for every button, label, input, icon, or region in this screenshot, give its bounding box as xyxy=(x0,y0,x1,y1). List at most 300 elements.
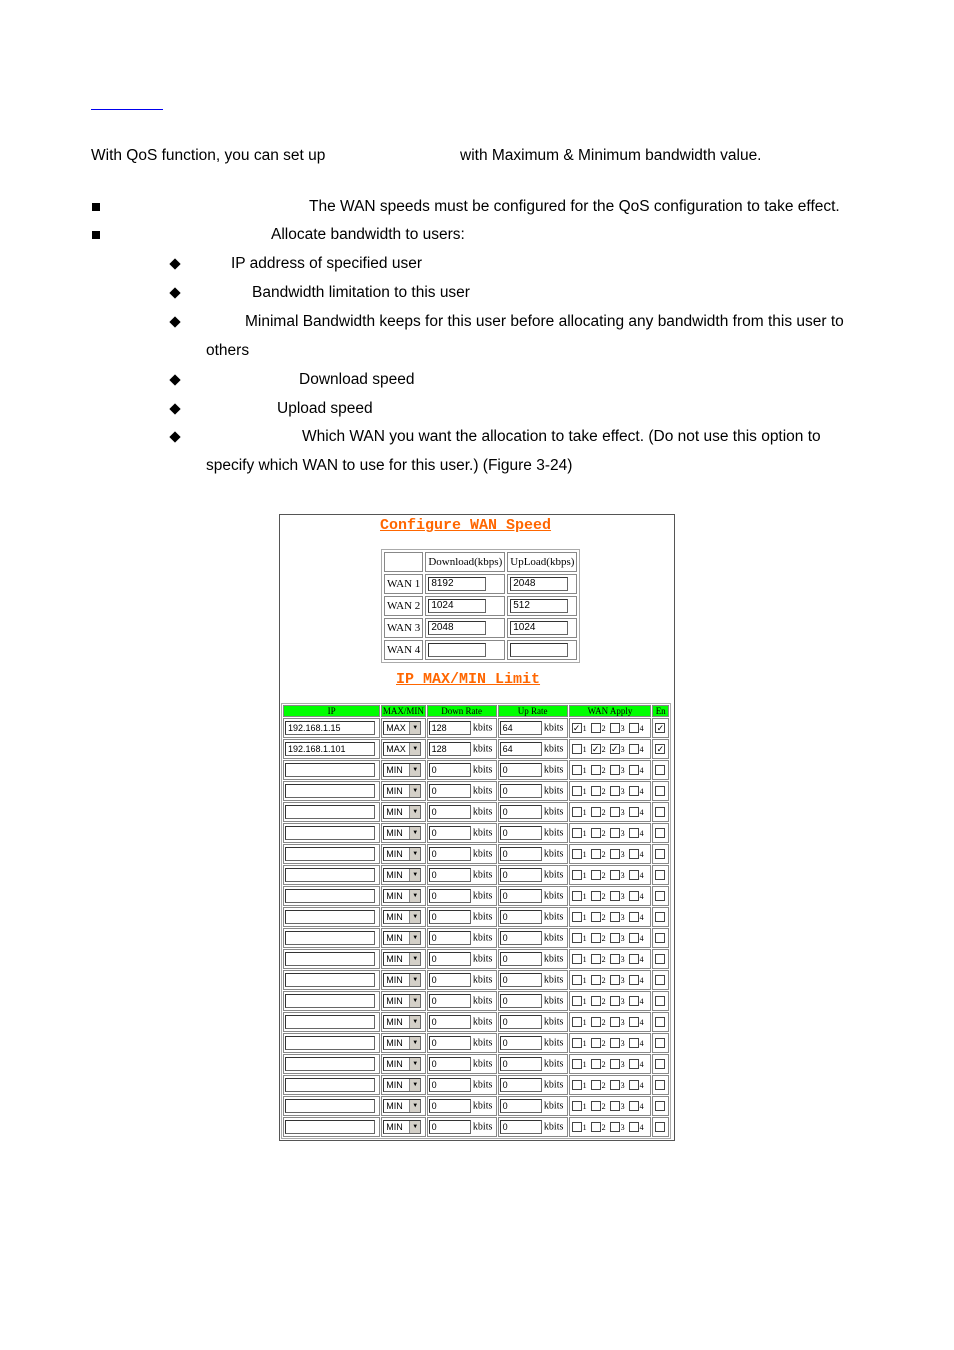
ip-cell xyxy=(283,1054,380,1074)
down-rate-cell xyxy=(427,1033,497,1053)
mode-select[interactable] xyxy=(383,1036,421,1050)
enable-checkbox[interactable]: ✓ xyxy=(656,723,665,734)
wan-apply-checkbox[interactable] xyxy=(591,1122,601,1132)
wan-apply-number: 4 xyxy=(639,1017,644,1027)
up-unit: kbits xyxy=(543,722,564,734)
wan-apply-checkbox[interactable] xyxy=(591,975,601,985)
wan-upload-input[interactable]: 2048 xyxy=(510,577,568,591)
chevron-down-icon: ▼ xyxy=(409,827,420,839)
wan-apply-number: 4 xyxy=(639,723,644,733)
wan-apply-checkbox[interactable] xyxy=(629,1122,639,1132)
wan-apply-checkbox[interactable] xyxy=(610,828,620,838)
wan-apply-checkbox[interactable]: ✓ xyxy=(572,723,581,734)
sub-min: Minimal Bandwidth keeps for this user before allocating any bandwidth from this user to xyxy=(245,313,844,330)
down-rate-input[interactable]: 0 xyxy=(429,931,471,945)
wan-apply-checkbox[interactable] xyxy=(610,723,620,733)
wan-apply-checkbox[interactable] xyxy=(572,1059,582,1069)
up-rate-input[interactable]: 0 xyxy=(500,910,542,924)
ip-input[interactable]: 192.168.1.15 xyxy=(285,721,375,735)
wan-apply-cell xyxy=(569,802,652,822)
ip-input[interactable] xyxy=(285,805,375,819)
wan-apply-checkbox[interactable] xyxy=(572,1080,582,1090)
wan-apply-checkbox[interactable] xyxy=(629,1059,639,1069)
ip-cell xyxy=(283,781,380,801)
wan-apply-checkbox[interactable] xyxy=(591,1059,601,1069)
ip-input[interactable] xyxy=(285,763,375,777)
enable-cell xyxy=(652,739,669,759)
wan-apply-checkbox[interactable] xyxy=(591,828,601,838)
mode-select[interactable] xyxy=(383,889,421,903)
down-rate-input[interactable]: 128 xyxy=(429,742,471,756)
mode-select[interactable] xyxy=(383,1099,421,1113)
wan-apply-checkbox[interactable] xyxy=(610,849,620,859)
wan-apply-checkbox[interactable] xyxy=(629,1038,639,1048)
wan-download-input[interactable]: 2048 xyxy=(428,621,486,635)
up-rate-input[interactable]: 0 xyxy=(500,784,542,798)
wan-apply-checkbox[interactable] xyxy=(629,849,639,859)
wan-apply-number: 1 xyxy=(582,870,587,880)
wan-apply-number: 3 xyxy=(620,828,625,838)
enable-cell xyxy=(652,718,669,738)
wan-apply-number: 2 xyxy=(601,828,606,838)
up-unit: kbits xyxy=(543,1121,564,1133)
wan-apply-checkbox[interactable] xyxy=(591,1080,601,1090)
ip-limit-row xyxy=(283,928,669,948)
wan-apply-checkbox[interactable] xyxy=(591,891,601,901)
mode-select[interactable] xyxy=(383,910,421,924)
wan-apply-number: 2 xyxy=(601,849,606,859)
wan-apply-number: 2 xyxy=(601,912,606,922)
enable-checkbox[interactable] xyxy=(655,786,665,796)
enable-cell xyxy=(652,886,669,906)
wan-apply-number: 2 xyxy=(601,975,606,985)
up-rate-input[interactable]: 0 xyxy=(500,805,542,819)
wan-apply-checkbox[interactable] xyxy=(610,891,620,901)
wan-apply-checkbox[interactable] xyxy=(629,870,639,880)
wan-apply-checkbox[interactable] xyxy=(591,786,601,796)
wan-apply-checkbox[interactable] xyxy=(572,786,582,796)
up-rate-input[interactable]: 0 xyxy=(500,826,542,840)
wan-apply-number: 3 xyxy=(620,954,625,964)
wan-apply-checkbox[interactable] xyxy=(591,1101,601,1111)
ip-input[interactable] xyxy=(285,1057,375,1071)
ip-input[interactable] xyxy=(285,1015,375,1029)
mode-cell xyxy=(381,802,425,822)
wan-apply-checkbox[interactable] xyxy=(610,975,620,985)
up-unit: kbits xyxy=(543,806,564,818)
up-rate-cell xyxy=(498,739,568,759)
wan-apply-checkbox[interactable] xyxy=(610,765,620,775)
wan-apply-checkbox[interactable] xyxy=(629,975,639,985)
wan-apply-number: 2 xyxy=(601,933,606,943)
mode-select[interactable] xyxy=(383,847,421,861)
wan-upload-input[interactable]: 512 xyxy=(510,599,568,613)
up-rate-input[interactable]: 0 xyxy=(500,889,542,903)
up-rate-input[interactable]: 0 xyxy=(500,847,542,861)
down-rate-input[interactable]: 0 xyxy=(429,826,471,840)
enable-header: En xyxy=(652,705,669,717)
wan-download-input[interactable]: 1024 xyxy=(428,599,486,613)
down-rate-input[interactable]: 0 xyxy=(429,805,471,819)
ip-limit-title: IP MAX/MIN Limit xyxy=(396,671,541,688)
wan-apply-checkbox[interactable] xyxy=(629,954,639,964)
wan-apply-checkbox[interactable] xyxy=(610,1122,620,1132)
up-rate-input[interactable]: 64 xyxy=(500,721,542,735)
mode-select[interactable] xyxy=(383,1057,421,1071)
chevron-down-icon: ▼ xyxy=(409,764,420,776)
mode-select[interactable] xyxy=(383,1120,421,1134)
down-rate-input[interactable]: 0 xyxy=(429,1078,471,1092)
wan-apply-checkbox[interactable] xyxy=(610,1017,620,1027)
up-unit: kbits xyxy=(543,1079,564,1091)
ip-input[interactable] xyxy=(285,931,375,945)
ip-input[interactable] xyxy=(285,847,375,861)
enable-checkbox[interactable] xyxy=(655,1080,665,1090)
up-rate-input[interactable]: 0 xyxy=(500,1120,542,1134)
ip-input[interactable] xyxy=(285,973,375,987)
wan-apply-checkbox[interactable] xyxy=(629,807,639,817)
wan-apply-checkbox[interactable] xyxy=(572,954,582,964)
wan-apply-number: 1 xyxy=(582,1122,587,1132)
down-rate-input[interactable]: 128 xyxy=(429,721,471,735)
ip-header: IP xyxy=(283,705,380,717)
wan-apply-checkbox[interactable] xyxy=(572,1101,582,1111)
ip-input[interactable] xyxy=(285,952,375,966)
up-rate-input[interactable]: 0 xyxy=(500,1057,542,1071)
wan-apply-checkbox[interactable] xyxy=(629,996,639,1006)
ip-cell xyxy=(283,1117,380,1137)
wan-apply-checkbox[interactable] xyxy=(610,1038,620,1048)
mode-select[interactable] xyxy=(383,826,421,840)
enable-checkbox[interactable] xyxy=(655,849,665,859)
wan-apply-checkbox[interactable] xyxy=(610,1080,620,1090)
mode-value: MIN xyxy=(386,1017,403,1027)
wan-apply-checkbox[interactable] xyxy=(591,933,601,943)
up-unit: kbits xyxy=(543,764,564,776)
wan-apply-number: 1 xyxy=(582,996,587,1006)
wan-apply-cell xyxy=(569,823,652,843)
wan-apply-number: 2 xyxy=(601,807,606,817)
mode-select[interactable] xyxy=(383,805,421,819)
up-rate-input[interactable]: 0 xyxy=(500,952,542,966)
down-rate-input[interactable]: 0 xyxy=(429,1015,471,1029)
wan-upload-input[interactable] xyxy=(510,643,568,657)
wan-apply-number: 4 xyxy=(639,912,644,922)
wan-name: WAN 2 xyxy=(384,596,423,616)
wan-apply-checkbox[interactable] xyxy=(572,1122,582,1132)
wan-apply-number: 4 xyxy=(639,870,644,880)
ip-cell xyxy=(283,949,380,969)
wan-apply-checkbox[interactable] xyxy=(572,975,582,985)
mode-cell xyxy=(381,1033,425,1053)
down-unit: kbits xyxy=(472,785,493,797)
wan-apply-checkbox[interactable] xyxy=(610,996,620,1006)
ip-input[interactable] xyxy=(285,994,375,1008)
up-rate-input[interactable]: 0 xyxy=(500,868,542,882)
up-rate-input[interactable]: 0 xyxy=(500,1036,542,1050)
wan-apply-number: 1 xyxy=(582,912,587,922)
chevron-down-icon: ▼ xyxy=(409,953,420,965)
wan-apply-checkbox[interactable] xyxy=(629,1101,639,1111)
wan-apply-checkbox[interactable] xyxy=(629,765,639,775)
ip-cell xyxy=(283,739,380,759)
wan-apply-checkbox[interactable] xyxy=(591,807,601,817)
up-rate-input[interactable]: 0 xyxy=(500,1078,542,1092)
up-rate-input[interactable]: 0 xyxy=(500,973,542,987)
enable-cell xyxy=(652,781,669,801)
wan-apply-number: 1 xyxy=(582,1101,587,1111)
down-rate-input[interactable]: 0 xyxy=(429,784,471,798)
wan-apply-number: 4 xyxy=(639,1101,644,1111)
enable-checkbox[interactable] xyxy=(655,912,665,922)
ip-input[interactable]: 192.168.1.101 xyxy=(285,742,375,756)
down-rate-input[interactable]: 0 xyxy=(429,1036,471,1050)
wan-apply-number: 1 xyxy=(582,975,587,985)
down-rate-input[interactable]: 0 xyxy=(429,889,471,903)
down-rate-input[interactable]: 0 xyxy=(429,763,471,777)
down-unit: kbits xyxy=(472,806,493,818)
mode-cell xyxy=(381,1117,425,1137)
wan-apply-checkbox[interactable] xyxy=(610,933,620,943)
wan-apply-checkbox[interactable] xyxy=(629,912,639,922)
ip-input[interactable] xyxy=(285,1120,375,1134)
mode-select[interactable] xyxy=(383,931,421,945)
down-unit: kbits xyxy=(472,953,493,965)
wan-apply-cell xyxy=(569,1096,652,1116)
enable-checkbox[interactable] xyxy=(655,1101,665,1111)
wan-apply-checkbox[interactable] xyxy=(591,870,601,880)
mode-cell xyxy=(381,907,425,927)
sub-up: Upload speed xyxy=(277,400,373,417)
ip-limit-row xyxy=(283,949,669,969)
enable-checkbox[interactable] xyxy=(655,996,665,1006)
ip-limit-table xyxy=(281,703,671,1139)
down-rate-input[interactable]: 0 xyxy=(429,1120,471,1134)
wan-apply-checkbox[interactable] xyxy=(591,1038,601,1048)
section-heading-link[interactable] xyxy=(91,109,163,110)
wan-apply-checkbox[interactable] xyxy=(629,786,639,796)
diamond-bullet-icon xyxy=(169,403,180,414)
ip-cell xyxy=(283,1075,380,1095)
mode-select[interactable] xyxy=(383,973,421,987)
wan-apply-checkbox[interactable] xyxy=(572,996,582,1006)
bullet-square-icon xyxy=(92,231,100,239)
up-rate-input[interactable]: 0 xyxy=(500,994,542,1008)
wan-apply-checkbox[interactable] xyxy=(572,744,582,754)
ip-limit-row xyxy=(283,760,669,780)
wan-apply-number: 4 xyxy=(639,765,644,775)
wan-apply-number: 2 xyxy=(601,744,606,754)
wan-apply-number: 4 xyxy=(639,1080,644,1090)
up-rate-input[interactable]: 64 xyxy=(500,742,542,756)
wan-apply-checkbox[interactable] xyxy=(591,996,601,1006)
wan-apply-number: 4 xyxy=(639,996,644,1006)
enable-checkbox[interactable] xyxy=(655,807,665,817)
wan-apply-cell xyxy=(569,718,652,738)
wan-apply-number: 2 xyxy=(601,765,606,775)
wan-apply-checkbox[interactable] xyxy=(629,891,639,901)
enable-checkbox[interactable] xyxy=(655,1122,665,1132)
up-rate-input[interactable]: 0 xyxy=(500,1099,542,1113)
wan-apply-checkbox[interactable] xyxy=(572,807,582,817)
down-rate-cell xyxy=(427,1012,497,1032)
wan-apply-checkbox[interactable] xyxy=(610,786,620,796)
mode-select[interactable] xyxy=(383,1015,421,1029)
up-rate-cell xyxy=(498,991,568,1011)
wan-download-cell xyxy=(425,618,505,638)
wan-apply-checkbox[interactable] xyxy=(591,849,601,859)
down-rate-input[interactable]: 0 xyxy=(429,847,471,861)
bullet-allocate: Allocate bandwidth to users: xyxy=(271,226,465,243)
wan-upload-cell xyxy=(507,574,577,594)
wan-apply-checkbox[interactable]: ✓ xyxy=(591,744,600,755)
wan-apply-checkbox[interactable] xyxy=(591,1017,601,1027)
down-rate-input[interactable]: 0 xyxy=(429,952,471,966)
wan-apply-checkbox[interactable] xyxy=(591,954,601,964)
mode-select[interactable] xyxy=(383,868,421,882)
wan-apply-checkbox[interactable] xyxy=(572,912,582,922)
wan-apply-number: 3 xyxy=(620,1080,625,1090)
enable-checkbox[interactable] xyxy=(655,870,665,880)
wan-apply-number: 4 xyxy=(639,1059,644,1069)
wan-apply-checkbox[interactable] xyxy=(629,828,639,838)
mode-cell xyxy=(381,739,425,759)
wan-apply-checkbox[interactable] xyxy=(572,849,582,859)
ip-cell xyxy=(283,991,380,1011)
enable-checkbox[interactable] xyxy=(655,954,665,964)
wan-apply-checkbox[interactable] xyxy=(572,1017,582,1027)
ip-input[interactable] xyxy=(285,784,375,798)
down-rate-input[interactable]: 0 xyxy=(429,910,471,924)
wan-apply-checkbox[interactable] xyxy=(629,723,639,733)
ip-input[interactable] xyxy=(285,826,375,840)
wan-apply-checkbox[interactable] xyxy=(629,1017,639,1027)
ip-input[interactable] xyxy=(285,889,375,903)
down-rate-cell xyxy=(427,970,497,990)
wan-apply-checkbox[interactable] xyxy=(591,723,601,733)
enable-cell xyxy=(652,1075,669,1095)
wan-apply-checkbox[interactable] xyxy=(591,912,601,922)
wan-speed-row xyxy=(384,640,577,660)
intro-part-1: With QoS function, you can set up xyxy=(91,147,326,164)
wan-apply-checkbox[interactable] xyxy=(572,891,582,901)
wan-apply-number: 4 xyxy=(639,828,644,838)
mode-value: MIN xyxy=(386,1038,403,1048)
wan-apply-checkbox[interactable] xyxy=(629,933,639,943)
ip-input[interactable] xyxy=(285,1099,375,1113)
wan-apply-number: 1 xyxy=(582,1038,587,1048)
down-unit: kbits xyxy=(472,932,493,944)
down-rate-input[interactable]: 0 xyxy=(429,1099,471,1113)
wan-apply-number: 3 xyxy=(620,912,625,922)
wan-download-input[interactable] xyxy=(428,643,486,657)
enable-checkbox[interactable] xyxy=(655,891,665,901)
wan-apply-checkbox[interactable] xyxy=(572,933,582,943)
down-rate-input[interactable]: 0 xyxy=(429,868,471,882)
mode-select[interactable] xyxy=(383,721,421,735)
down-unit: kbits xyxy=(472,974,493,986)
down-rate-input[interactable]: 0 xyxy=(429,994,471,1008)
wan-apply-checkbox[interactable] xyxy=(610,912,620,922)
up-rate-input[interactable]: 0 xyxy=(500,931,542,945)
wan-apply-number: 2 xyxy=(601,1101,606,1111)
up-rate-input[interactable]: 0 xyxy=(500,763,542,777)
chevron-down-icon: ▼ xyxy=(409,974,420,986)
enable-checkbox[interactable] xyxy=(655,828,665,838)
wan-apply-checkbox[interactable] xyxy=(610,954,620,964)
enable-checkbox[interactable] xyxy=(655,1038,665,1048)
wan-apply-checkbox[interactable] xyxy=(610,1059,620,1069)
wan-apply-checkbox[interactable]: ✓ xyxy=(610,744,619,755)
wan-apply-number: 3 xyxy=(620,870,625,880)
sub-min-cont: others xyxy=(206,342,250,359)
enable-cell xyxy=(652,1054,669,1074)
down-rate-cell xyxy=(427,739,497,759)
ip-input[interactable] xyxy=(285,868,375,882)
wan-apply-cell xyxy=(569,1012,652,1032)
download-header: Download(kbps) xyxy=(425,552,505,572)
chevron-down-icon: ▼ xyxy=(409,1100,420,1112)
enable-checkbox[interactable] xyxy=(655,975,665,985)
wan-apply-checkbox[interactable] xyxy=(610,870,620,880)
wan-download-cell xyxy=(425,574,505,594)
mode-select[interactable] xyxy=(383,742,421,756)
up-rate-cell xyxy=(498,1054,568,1074)
mode-cell xyxy=(381,928,425,948)
ip-limit-row xyxy=(283,865,669,885)
wan-download-input[interactable]: 8192 xyxy=(428,577,486,591)
wan-apply-checkbox[interactable] xyxy=(629,1080,639,1090)
enable-checkbox[interactable] xyxy=(655,1017,665,1027)
mode-select[interactable] xyxy=(383,763,421,777)
configure-wan-speed-title: Configure WAN Speed xyxy=(380,517,552,534)
up-rate-cell xyxy=(498,844,568,864)
wan-apply-checkbox[interactable] xyxy=(572,1038,582,1048)
down-rate-header: Down Rate xyxy=(427,705,497,717)
ip-input[interactable] xyxy=(285,1036,375,1050)
wan-apply-number: 3 xyxy=(620,1017,625,1027)
wan-upload-input[interactable]: 1024 xyxy=(510,621,568,635)
ip-input[interactable] xyxy=(285,910,375,924)
wan-apply-checkbox[interactable] xyxy=(572,765,582,775)
wan-apply-checkbox[interactable] xyxy=(610,1101,620,1111)
ip-limit-row xyxy=(283,718,669,738)
wan-apply-checkbox[interactable] xyxy=(572,870,582,880)
enable-checkbox[interactable]: ✓ xyxy=(656,744,665,755)
enable-checkbox[interactable] xyxy=(655,933,665,943)
wan-apply-checkbox[interactable] xyxy=(591,765,601,775)
enable-cell xyxy=(652,1012,669,1032)
enable-checkbox[interactable] xyxy=(655,1059,665,1069)
enable-checkbox[interactable] xyxy=(655,765,665,775)
ip-input[interactable] xyxy=(285,1078,375,1092)
up-rate-input[interactable]: 0 xyxy=(500,1015,542,1029)
down-rate-input[interactable]: 0 xyxy=(429,973,471,987)
down-unit: kbits xyxy=(472,848,493,860)
up-rate-cell xyxy=(498,1012,568,1032)
mode-select[interactable] xyxy=(383,994,421,1008)
wan-apply-checkbox[interactable] xyxy=(629,744,639,754)
mode-select[interactable] xyxy=(383,1078,421,1092)
wan-name: WAN 4 xyxy=(384,640,423,660)
down-rate-input[interactable]: 0 xyxy=(429,1057,471,1071)
wan-apply-checkbox[interactable] xyxy=(610,807,620,817)
mode-select[interactable] xyxy=(383,952,421,966)
down-rate-cell xyxy=(427,1096,497,1116)
wan-apply-checkbox[interactable] xyxy=(572,828,582,838)
mode-select[interactable] xyxy=(383,784,421,798)
chevron-down-icon: ▼ xyxy=(409,743,420,755)
